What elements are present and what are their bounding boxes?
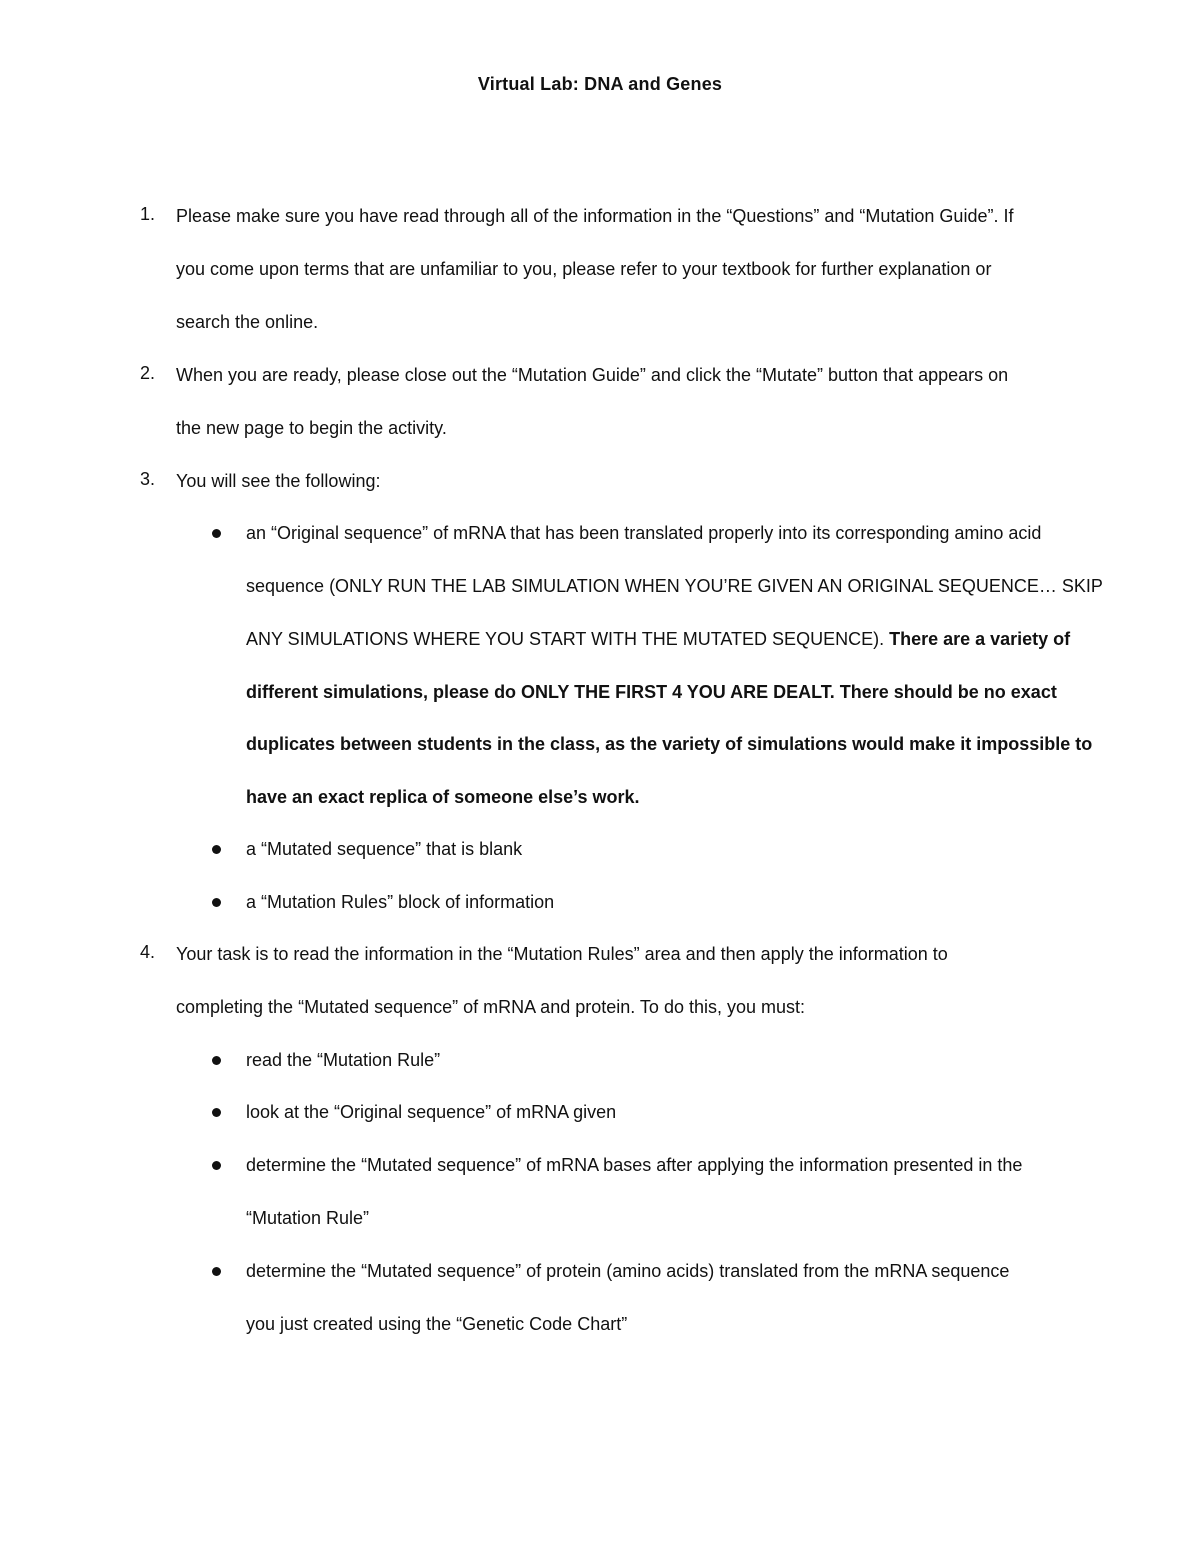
item-3-bullet-1-line-3 xyxy=(246,627,1070,651)
item-number-3: 3. xyxy=(140,469,156,489)
item-3-bullet-1-line-1: an “Original sequence” of mRNA that has been translated properly into its corresponding amino acid xyxy=(246,523,1042,543)
item-4-bullet-2: look at the “Original sequence” of mRNA given xyxy=(246,1102,617,1122)
item-number-1: 1. xyxy=(140,204,156,224)
item-3-bullet-1-line-3-bold: There are a variety of xyxy=(889,629,1071,649)
item-4-bullet-4-line-1: determine the “Mutated sequence” of protein (amino acids) translated from the mRNA sequence xyxy=(246,1261,1010,1281)
item-1-line-3: search the online. xyxy=(176,312,319,332)
item-4-line-1: Your task is to read the information in the “Mutation Rules” area and then apply the information to xyxy=(176,944,948,964)
item-2-line-1: When you are ready, please close out the “Mutation Guide” and click the “Mutate” button that appears on xyxy=(176,365,1009,385)
item-4-bullet-3-line-2: “Mutation Rule” xyxy=(246,1208,370,1228)
item-3-bullet-2: a “Mutated sequence” that is blank xyxy=(246,839,523,859)
item-1-line-2: you come upon terms that are unfamiliar to you, please refer to your textbook for further explanation or xyxy=(176,259,992,279)
bullet-icon xyxy=(212,529,221,538)
item-3-bullet-1-line-3-plain: ANY SIMULATIONS WHERE YOU START WITH THE MUTATED SEQUENCE). xyxy=(246,629,890,649)
document-title: Virtual Lab: DNA and Genes xyxy=(477,74,723,94)
item-4-bullet-3-line-1: determine the “Mutated sequence” of mRNA bases after applying the information presented in the xyxy=(246,1155,1023,1175)
item-3-bullet-1-line-4: different simulations, please do ONLY THE FIRST 4 YOU ARE DEALT. There should be no exact xyxy=(246,682,1057,702)
bullet-icon xyxy=(212,1161,221,1170)
bullet-icon xyxy=(212,898,221,907)
item-1-line-1: Please make sure you have read through all of the information in the “Questions” and “Mutation Guide”. If xyxy=(176,206,1014,226)
bullet-icon xyxy=(212,1056,221,1065)
item-number-2: 2. xyxy=(140,363,156,383)
item-3-bullet-3: a “Mutation Rules” block of information xyxy=(246,892,555,912)
bullet-icon xyxy=(212,845,221,854)
item-4-line-2: completing the “Mutated sequence” of mRNA and protein. To do this, you must: xyxy=(176,997,806,1017)
item-3-bullet-1-line-6: have an exact replica of someone else’s work. xyxy=(246,787,640,807)
item-3-bullet-1-line-2: sequence (ONLY RUN THE LAB SIMULATION WHEN YOU’RE GIVEN AN ORIGINAL SEQUENCE… SKIP xyxy=(246,576,1103,596)
bullet-icon xyxy=(212,1108,221,1117)
item-3-bullet-1-line-5: duplicates between students in the class, as the variety of simulations would make it impossible to xyxy=(246,734,1093,754)
item-2-line-2: the new page to begin the activity. xyxy=(176,418,447,438)
bullet-icon xyxy=(212,1267,221,1276)
item-4-bullet-4-line-2: you just created using the “Genetic Code Chart” xyxy=(246,1314,628,1334)
item-4-bullet-1: read the “Mutation Rule” xyxy=(246,1050,441,1070)
item-3-line-1: You will see the following: xyxy=(176,471,381,491)
item-number-4: 4. xyxy=(140,942,156,962)
